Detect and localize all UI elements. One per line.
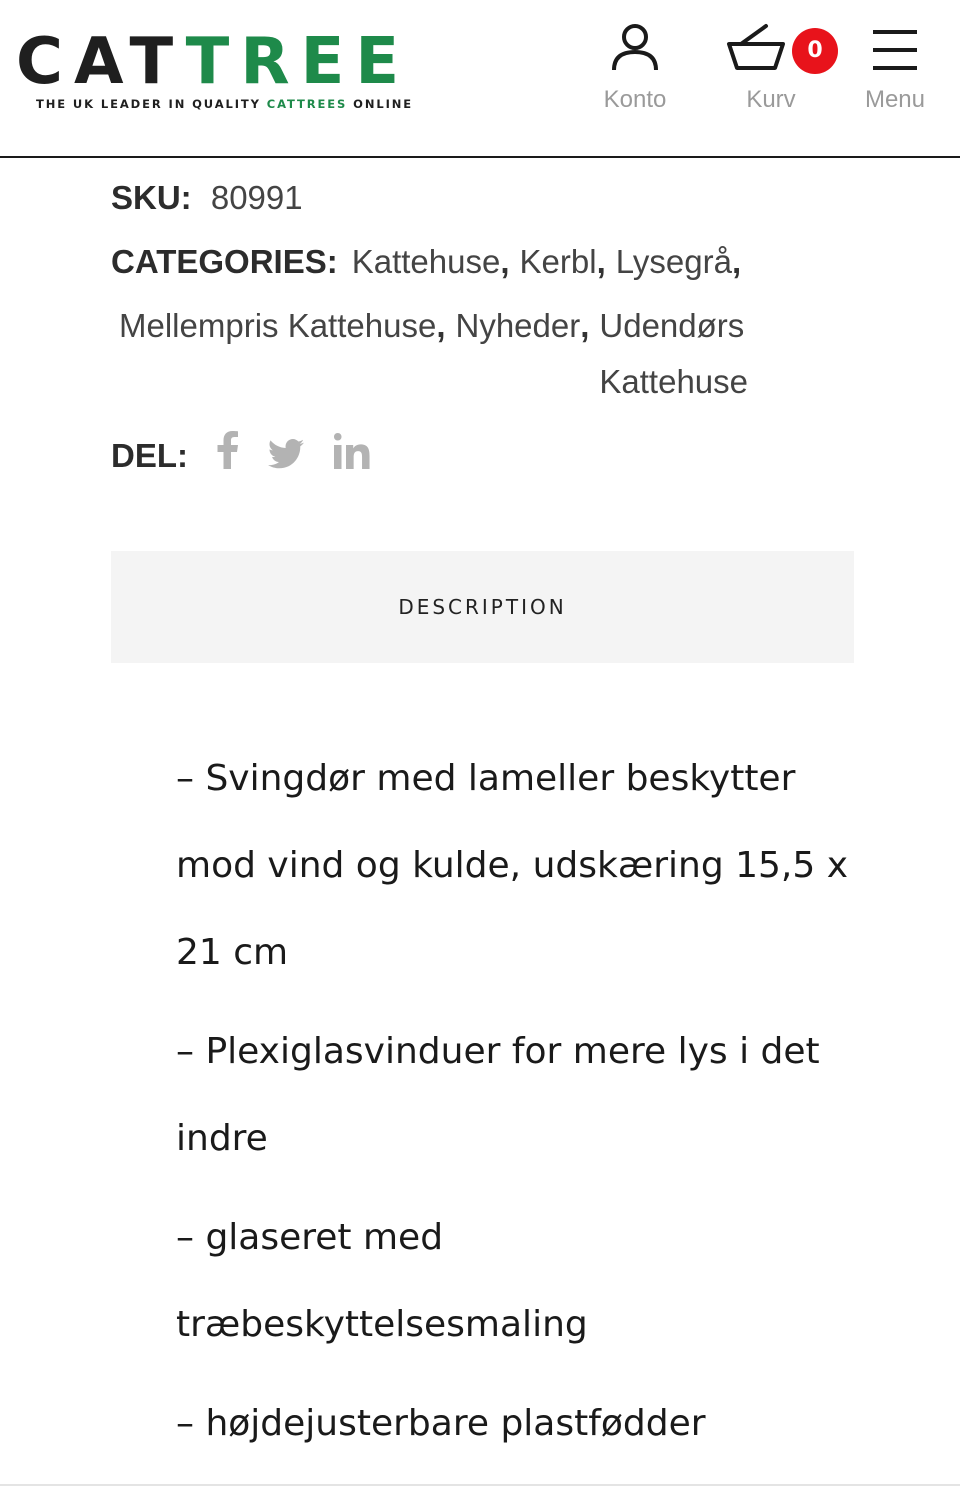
sku-label: SKU: — [111, 179, 192, 216]
nav-kurv[interactable] — [716, 22, 826, 114]
bottom-divider — [0, 1484, 960, 1486]
twitter-icon[interactable] — [268, 430, 304, 486]
product-description — [176, 735, 866, 1479]
description-line: – Svingdør med lameller beskytter mod vind og kulde, udskæring 15,5 x 21 cm — [176, 758, 849, 973]
categories-row: CATEGORIES: Kattehuse, Kerbl, Lysegrå, — [111, 243, 742, 280]
facebook-icon[interactable] — [217, 430, 239, 486]
user-icon — [580, 22, 690, 78]
category-link[interactable]: Mellempris Kattehuse — [119, 307, 437, 344]
logo-tagline: THE UK LEADER IN QUALITY CATTREES ONLINE — [36, 97, 414, 111]
category-link[interactable]: Kerbl — [519, 243, 597, 280]
category-link[interactable]: Kattehuse — [351, 243, 501, 280]
sku-value: 80991 — [210, 179, 303, 216]
nav-konto[interactable] — [580, 22, 690, 114]
nav-menu-label: Menu — [864, 86, 926, 113]
share-row — [111, 428, 370, 486]
site-logo[interactable] — [16, 25, 414, 111]
category-link[interactable]: Lysegrå — [615, 243, 732, 280]
category-link[interactable]: Udendørs Kattehuse — [599, 307, 749, 400]
description-line: – Plexiglasvinduer for mere lys i det indre — [176, 1031, 820, 1159]
cart-count-badge: 0 — [792, 28, 838, 74]
sku-row — [111, 170, 303, 226]
description-line: – glaseret med træbeskyttelsesmaling — [176, 1217, 588, 1345]
logo-wordmark: CATTREE — [16, 25, 411, 99]
categories-row-2: Mellempris Kattehuse, Nyheder, Udendørs Kattehuse — [119, 298, 779, 410]
nav-kurv-label: Kurv — [746, 86, 796, 113]
category-link[interactable]: Nyheder — [455, 307, 581, 344]
nav-menu[interactable] — [840, 22, 950, 114]
hamburger-icon — [840, 22, 950, 78]
tab-description-label: DESCRIPTION — [398, 595, 567, 619]
basket-icon — [716, 22, 826, 78]
share-label: DEL: — [111, 437, 188, 474]
description-line: – højdejusterbare plastfødder — [176, 1403, 706, 1444]
tab-description[interactable] — [111, 551, 854, 663]
site-header — [0, 0, 960, 158]
categories-label: CATEGORIES: — [111, 243, 338, 280]
nav-konto-label: Konto — [603, 86, 667, 113]
linkedin-icon[interactable] — [334, 430, 370, 486]
